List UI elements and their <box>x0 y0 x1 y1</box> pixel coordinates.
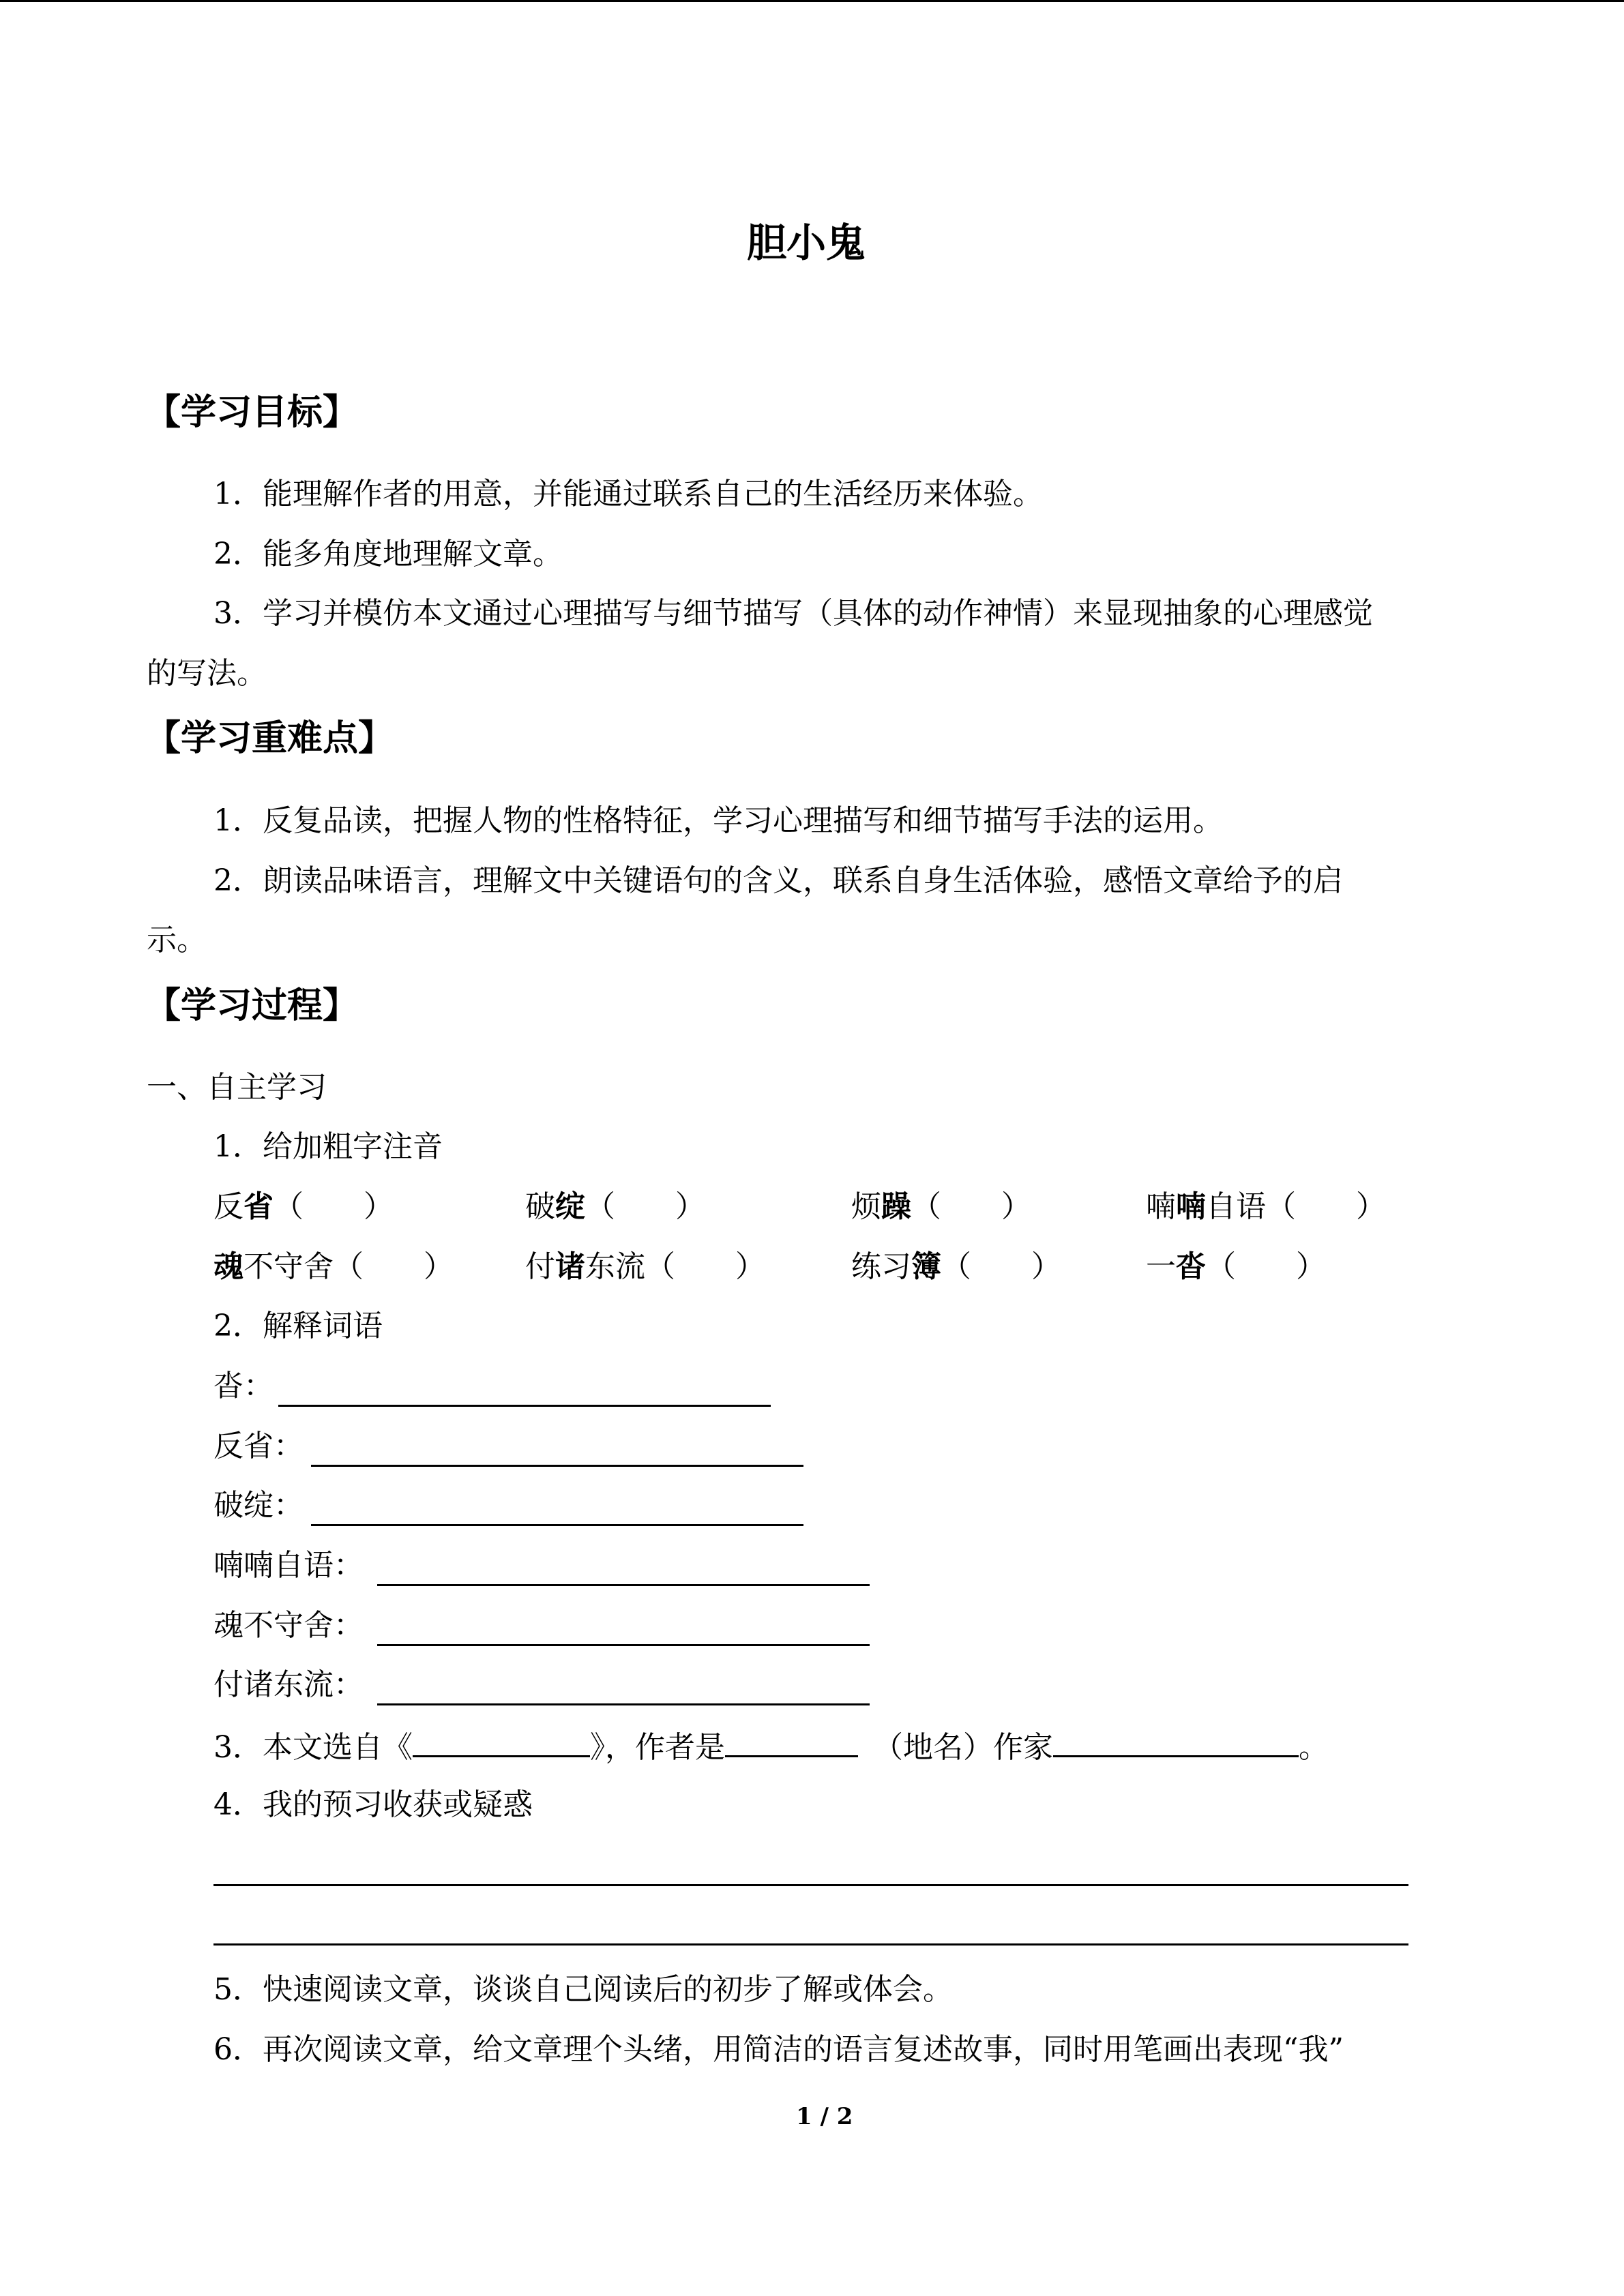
page-number: 1 / 2 <box>796 2103 853 2130</box>
objective-item: 的写法。 <box>147 656 267 691</box>
objectives-heading: 【学习目标】 <box>145 391 359 433</box>
answer-blank[interactable] <box>377 1584 870 1586</box>
answer-blank[interactable] <box>311 1524 803 1526</box>
book-title-blank[interactable] <box>413 1725 590 1757</box>
question-6: 6．再次阅读文章，给文章理个头绪，用简洁的语言复述故事，同时用笔画出表现“我” <box>213 2032 1344 2067</box>
term-label: 破绽： <box>213 1488 304 1523</box>
pinyin-item: 魂不守舍（ ） <box>213 1249 454 1284</box>
pinyin-item: 烦躁（ ） <box>851 1189 1031 1224</box>
pinyin-item: 一沓（ ） <box>1146 1249 1326 1284</box>
term-label: 付诸东流： <box>213 1667 364 1702</box>
process-heading: 【学习过程】 <box>145 985 359 1026</box>
pinyin-item: 付诸东流（ ） <box>525 1249 765 1284</box>
answer-blank[interactable] <box>311 1465 803 1467</box>
pinyin-item: 喃喃自语（ ） <box>1146 1189 1386 1224</box>
question-2-label: 2．解释词语 <box>213 1309 383 1343</box>
part1-heading: 一、自主学习 <box>147 1070 327 1105</box>
answer-blank[interactable] <box>377 1703 870 1705</box>
pinyin-item: 破绽（ ） <box>525 1189 705 1224</box>
question-1-label: 1．给加粗字注音 <box>213 1129 443 1164</box>
answer-blank[interactable] <box>278 1405 771 1407</box>
question-4-label: 4．我的预习收获或疑惑 <box>213 1787 533 1822</box>
writer-blank[interactable] <box>1053 1725 1299 1757</box>
pinyin-item: 练习簿（ ） <box>851 1249 1061 1284</box>
term-label: 沓： <box>213 1369 274 1403</box>
answer-line[interactable] <box>213 1884 1408 1886</box>
key-points-heading: 【学习重难点】 <box>145 717 394 759</box>
key-point-item: 2．朗读品味语言，理解文中关键语句的含义，联系自身生活体验，感悟文章给予的启 <box>213 863 1343 898</box>
objective-item: 3．学习并模仿本文通过心理描写与细节描写（具体的动作神情）来显现抽象的心理感觉 <box>213 596 1373 631</box>
objective-item: 2．能多角度地理解文章。 <box>213 537 563 571</box>
key-point-item: 示。 <box>147 923 207 957</box>
key-point-item: 1．反复品读，把握人物的性格特征，学习心理描写和细节描写手法的运用。 <box>213 803 1223 838</box>
pinyin-item: 反省（ ） <box>213 1189 394 1224</box>
term-label: 魂不守舍： <box>213 1608 364 1643</box>
author-blank[interactable] <box>725 1725 858 1757</box>
objective-item: 1．能理解作者的用意，并能通过联系自己的生活经历来体验。 <box>213 477 1043 511</box>
term-label: 反省： <box>213 1429 304 1463</box>
answer-line[interactable] <box>213 1943 1408 1945</box>
question-5: 5．快速阅读文章，谈谈自己阅读后的初步了解或体会。 <box>213 1972 953 2007</box>
top-border <box>0 0 1624 2</box>
question-3: 3．本文选自《 》，作者是 （地名）作家 。 <box>213 1725 1329 1768</box>
term-label: 喃喃自语： <box>213 1548 364 1583</box>
answer-blank[interactable] <box>377 1644 870 1646</box>
page-title: 胆小鬼 <box>747 220 866 266</box>
